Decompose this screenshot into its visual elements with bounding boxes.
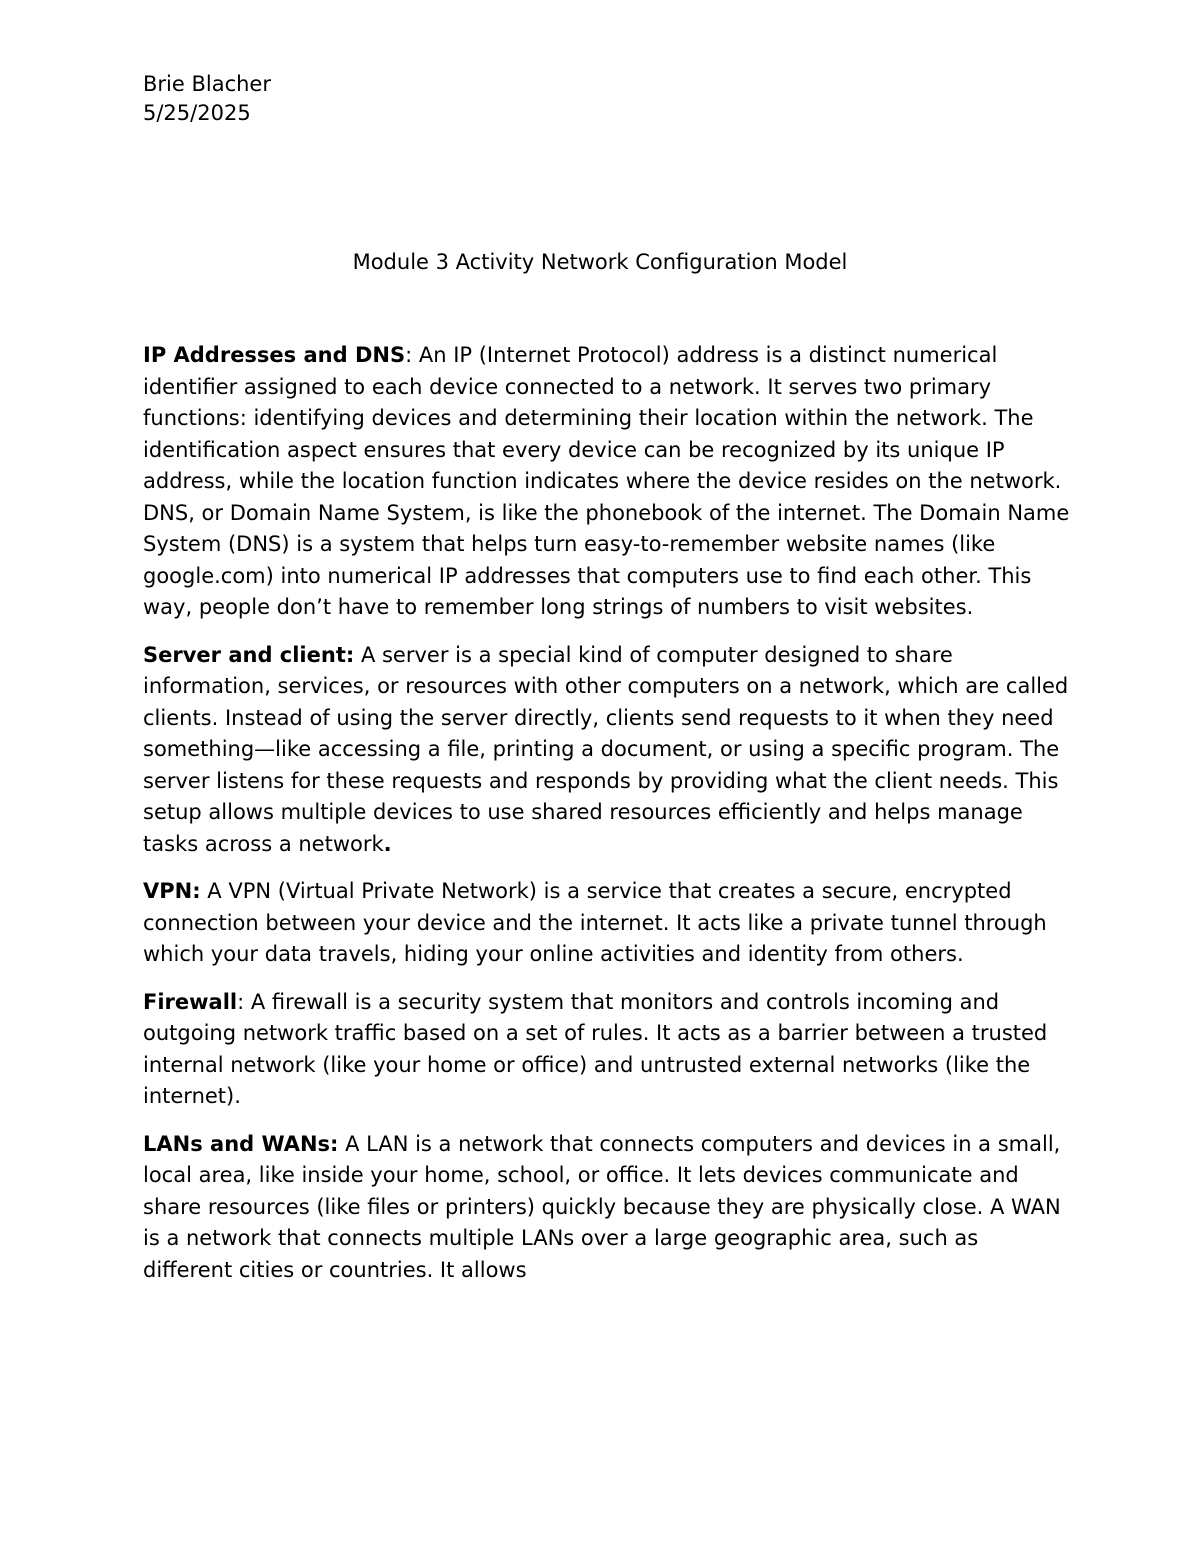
text-ip-dns: An IP (Internet Protocol) address is a distinct numerical identifier assigned to each device connected to a network. It serves two primary functions: identifying devices and determining their location within the network. The identification aspect ensures that every device can be recognized by its unique IP address, while the location function indicates where the device resides on the network. DNS, or Domain Name System, is like the phonebook of the internet. The Domain Name System (DNS) is a system that helps turn easy-to-remember website names (like google.com) into numerical IP addresses that computers use to find each other. This way, people don’t have to remember long strings of numbers to visit websites. bbox=[143, 343, 1070, 619]
text-firewall: A firewall is a security system that monitors and controls incoming and outgoing network traffic based on a set of rules. It acts as a barrier between a trusted internal network (like your home or office) and untrusted external networks (like the internet). bbox=[143, 989, 1048, 1108]
term-ip-dns: IP Addresses and DNS bbox=[143, 343, 406, 367]
paragraph-firewall bbox=[143, 987, 1073, 1113]
paragraph-server-client bbox=[143, 640, 1073, 861]
document-title: Module 3 Activity Network Configuration Model bbox=[352, 250, 848, 274]
term-vpn: VPN: bbox=[143, 879, 201, 903]
separator-ip-dns: : bbox=[405, 343, 413, 367]
term-server-client: Server and client: bbox=[143, 642, 355, 667]
paragraph-vpn bbox=[143, 876, 1073, 971]
document-header bbox=[143, 70, 271, 128]
separator-firewall: : bbox=[237, 989, 245, 1014]
term-firewall: Firewall bbox=[143, 989, 238, 1014]
document-date: 5/25/2025 bbox=[143, 101, 251, 125]
author-name: Brie Blacher bbox=[143, 72, 271, 96]
term-lan-wan: LANs and WANs: bbox=[143, 1131, 339, 1156]
end-server-client: . bbox=[383, 831, 392, 856]
text-server-client: A server is a special kind of computer designed to share information, services, or resources with other computers on a network, which are called clients. Instead of using the server directly, clients send requests to it when they need something—like accessing a file, printing a document, or using a specific program. The server listens for these requests and responds by providing what the client needs. This setup allows multiple devices to use shared resources efficiently and helps manage tasks across a network bbox=[143, 642, 1069, 856]
text-lan-wan: A LAN is a network that connects computers and devices in a small, local area, like inside your home, school, or office. It lets devices communicate and share resources (like files or printers) quickly because they are physically close. A WAN is a network that connects multiple LANs over a large geographic area, such as different cities or countries. It allows bbox=[143, 1131, 1061, 1282]
paragraph-ip-dns bbox=[143, 340, 1073, 624]
paragraph-lan-wan bbox=[143, 1129, 1073, 1287]
document-body bbox=[143, 340, 1073, 1302]
text-vpn: A VPN (Virtual Private Network) is a service that creates a secure, encrypted connection between your device and the internet. It acts like a private tunnel through which your data travels, hiding your online activities and identity from others. bbox=[143, 879, 1047, 966]
